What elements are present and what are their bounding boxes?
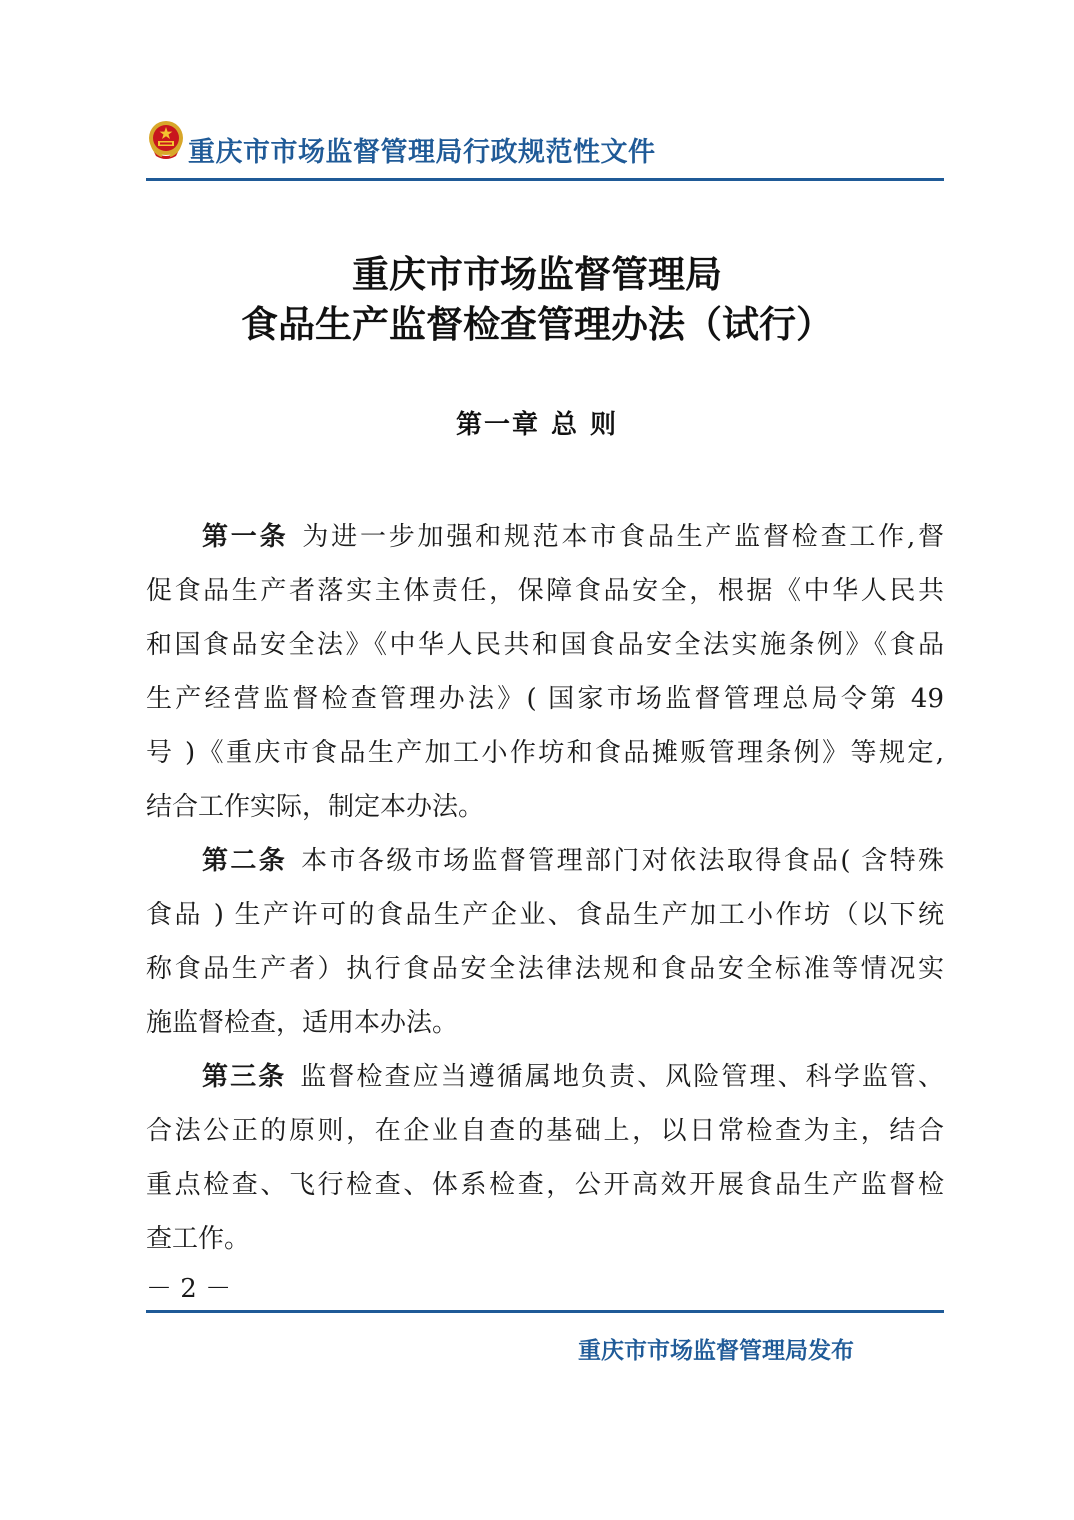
national-emblem-icon <box>146 118 186 162</box>
chapter-heading: 第一章 总 则 <box>455 410 619 440</box>
article-label: 第三条 <box>202 1062 287 1092</box>
article-3-line: 合法公正的原则，在企业自查的基础上，以日常检查为主，结合 <box>146 1116 944 1146</box>
footer-divider <box>146 1310 944 1313</box>
article-3-line: 查工作。 <box>146 1224 251 1254</box>
article-1-line: 促食品生产者落实主体责任，保障食品安全，根据《中华人民共 <box>146 576 944 606</box>
header-divider <box>146 178 944 181</box>
article-text: 监督检查应当遵循属地负责、风险管理、科学监管、 <box>300 1062 944 1092</box>
article-1-line: 和国食品安全法》《中华人民共和国食品安全法实施条例》《食品 <box>146 630 944 660</box>
page-number: － 2 － <box>146 1274 232 1304</box>
article-2-line: 食品 ) 生产许可的食品生产企业、食品生产加工小作坊（以下统 <box>146 900 944 930</box>
article-text: 本市各级市场监督管理部门对依法取得食品( 含特殊 <box>301 846 944 876</box>
document-header <box>146 112 944 184</box>
article-1-line: 号 )《重庆市食品生产加工小作坊和食品摊贩管理条例》等规定, <box>146 738 944 768</box>
article-2-line <box>146 834 944 888</box>
article-2-line: 施监督检查，适用本办法。 <box>146 1008 459 1038</box>
header-title: 重庆市市场监督管理局行政规范性文件 <box>188 137 656 168</box>
article-label: 第二条 <box>202 846 288 876</box>
article-3-line: 重点检查、飞行检查、体系检查，公开高效开展食品生产监督检 <box>146 1170 944 1200</box>
footer-publisher: 重庆市市场监督管理局发布 <box>578 1338 854 1364</box>
article-3-line <box>146 1050 944 1104</box>
article-text: 为进一步加强和规范本市食品生产监督检查工作,督 <box>302 522 944 552</box>
article-2-line: 称食品生产者）执行食品安全法律法规和食品安全标准等情况实 <box>146 954 944 984</box>
article-1-line <box>146 510 944 564</box>
article-1-line: 生产经营监督检查管理办法》( 国家市场监督管理总局令第 49 <box>146 684 944 714</box>
document-body <box>146 510 944 1266</box>
article-1-line: 结合工作实际，制定本办法。 <box>146 792 485 822</box>
document-title-line-1: 重庆市市场监督管理局 <box>352 252 722 296</box>
article-label: 第一条 <box>202 522 289 552</box>
document-title-line-2: 食品生产监督检查管理办法（试行） <box>241 302 833 346</box>
